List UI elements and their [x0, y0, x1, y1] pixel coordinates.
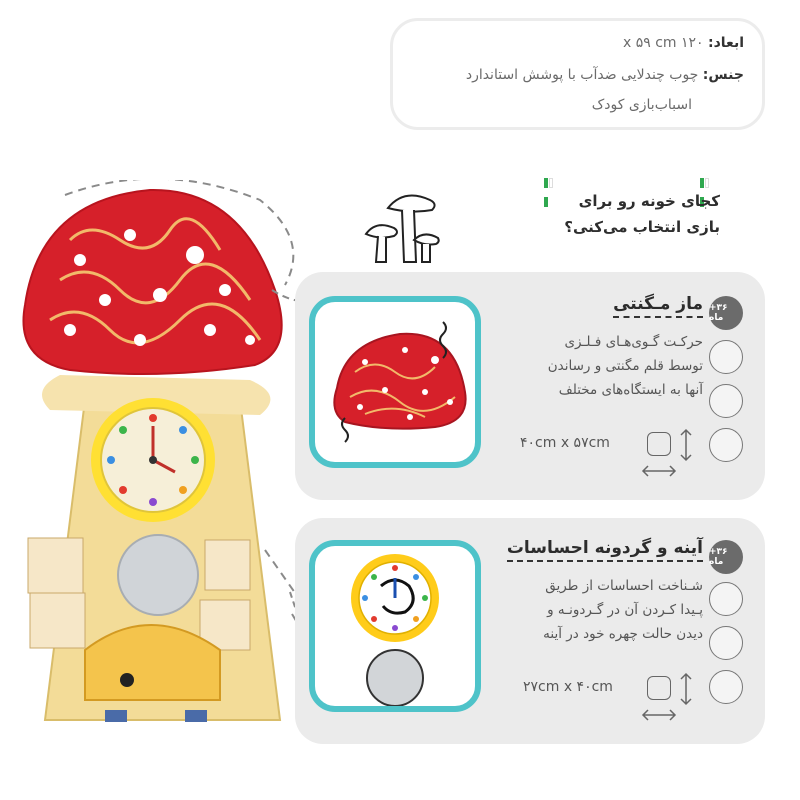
description-line: پـیدا کـردن آن در گـردونـه و	[547, 602, 703, 618]
vertical-arrow-icon	[679, 428, 693, 462]
size-value: ۴۰cm x ۵۷cm	[520, 435, 610, 451]
material-value: چوب چندلایی ضدآب با پوشش استاندارد	[465, 67, 699, 83]
material-label: جنس:	[702, 67, 744, 83]
choose-heading	[520, 188, 720, 240]
product-image	[10, 180, 310, 740]
age-badge: +۳۶ ماه	[709, 296, 743, 330]
heading-line-2: بازی انتخاب می‌کنی؟	[564, 218, 720, 236]
horizontal-arrow-icon	[641, 708, 677, 722]
horizontal-arrow-icon	[641, 464, 677, 478]
flag-icon	[700, 173, 714, 183]
hand-touch-icon	[709, 384, 743, 418]
station-card-maze	[295, 272, 765, 500]
size-value: ۲۷cm x ۴۰cm	[523, 679, 613, 695]
age-badge: +۳۶ ماه	[709, 540, 743, 574]
hand-touch-icon	[709, 626, 743, 660]
material-value-2: اسباب‌بازی کودک	[591, 97, 692, 113]
size-box-icon	[647, 432, 671, 456]
dimensions-label: ابعاد:	[708, 35, 744, 51]
heading-line-1: کجای خونه رو برای	[578, 192, 720, 210]
mushrooms-icon	[360, 186, 444, 270]
material-line	[466, 67, 744, 83]
target-icon	[709, 340, 743, 374]
flag-icon	[544, 173, 558, 183]
size-box-icon	[647, 676, 671, 700]
maze-image	[315, 302, 475, 462]
puzzle-icon	[709, 428, 743, 462]
station-title: ماز مـگنتی	[613, 294, 703, 318]
material-line-2	[592, 97, 692, 113]
puzzle-icon	[709, 670, 743, 704]
station-card-mirror	[295, 518, 765, 744]
target-icon	[709, 582, 743, 616]
station-image-frame	[309, 296, 481, 468]
vertical-arrow-icon	[679, 672, 693, 706]
specs-box	[390, 18, 765, 130]
description-line: حرکـت گـوی‌هـای فـلـزی	[564, 334, 703, 350]
description-line: توسط قلم مگنتی و رساندن	[547, 358, 703, 374]
mirror-wheel-image	[315, 546, 475, 706]
station-description	[463, 574, 703, 646]
station-description	[463, 330, 703, 402]
station-image-frame	[309, 540, 481, 712]
station-title: آینه و گردونه احساسات	[507, 538, 703, 562]
description-line: دیدن حالت چهره خود در آینه	[543, 626, 703, 642]
description-line: شـناخت احساسات از طریق	[545, 578, 703, 594]
dimensions-value: ۱۲۰ x ۵۹ cm	[622, 35, 704, 51]
description-line: آنها به ایستگاه‌های مختلف	[558, 382, 703, 398]
dimensions-line	[623, 35, 744, 51]
